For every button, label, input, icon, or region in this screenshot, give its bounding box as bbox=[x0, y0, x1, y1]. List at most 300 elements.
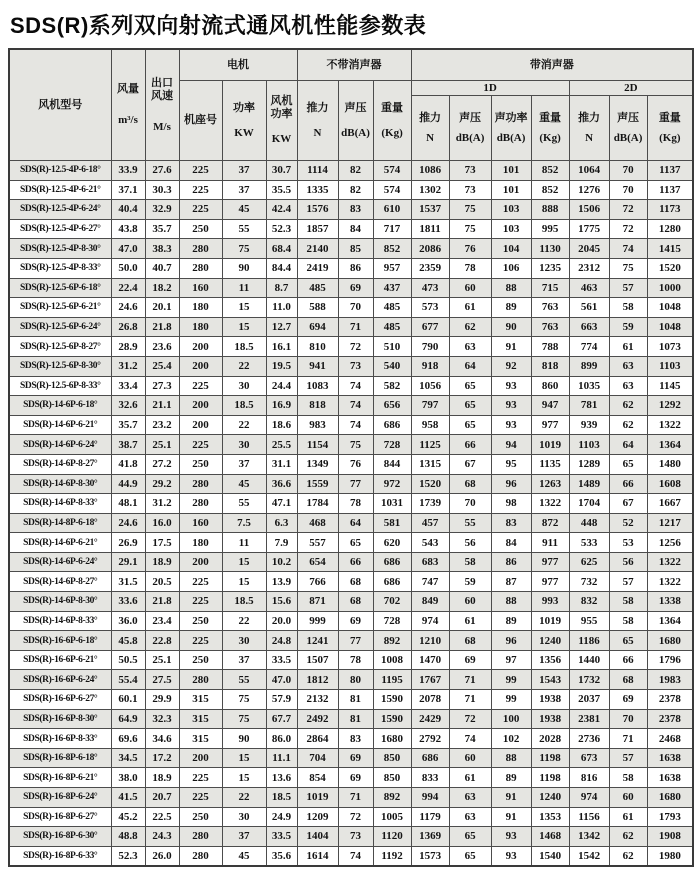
value-cell: 23.2 bbox=[145, 415, 179, 435]
value-cell: 12.7 bbox=[266, 317, 297, 337]
value-cell: 83 bbox=[338, 729, 373, 749]
group-header-with-silencer: 带消声器 bbox=[411, 49, 693, 81]
value-cell: 47.0 bbox=[111, 239, 145, 259]
value-cell: 27.2 bbox=[145, 454, 179, 474]
value-cell: 20.5 bbox=[145, 572, 179, 592]
value-cell: 1667 bbox=[647, 494, 693, 514]
value-cell: 93 bbox=[491, 827, 531, 847]
weight-label: 重量 bbox=[381, 101, 404, 114]
table-row bbox=[9, 454, 693, 474]
value-cell: 15.6 bbox=[266, 592, 297, 612]
model-cell: SDS(R)-12.5-6P-6-21° bbox=[9, 298, 111, 318]
value-cell: 57 bbox=[609, 748, 647, 768]
value-cell: 61 bbox=[449, 298, 491, 318]
value-cell: 977 bbox=[531, 572, 569, 592]
value-cell: 160 bbox=[179, 513, 222, 533]
value-cell: 180 bbox=[179, 533, 222, 553]
outlet-speed-label: 出口风速 bbox=[151, 76, 173, 102]
value-cell: 225 bbox=[179, 788, 222, 808]
value-cell: 20.0 bbox=[266, 611, 297, 631]
value-cell: 35.7 bbox=[111, 415, 145, 435]
value-cell: 103 bbox=[491, 200, 531, 220]
value-cell: 1480 bbox=[647, 454, 693, 474]
value-cell: 52.3 bbox=[111, 846, 145, 866]
value-cell: 72 bbox=[338, 807, 373, 827]
value-cell: 25.1 bbox=[145, 650, 179, 670]
model-cell: SDS(R)-12.5-4P-6-18° bbox=[9, 161, 111, 181]
value-cell: 1103 bbox=[647, 356, 693, 376]
value-cell: 96 bbox=[491, 631, 531, 651]
value-cell: 97 bbox=[491, 650, 531, 670]
value-cell: 1470 bbox=[411, 650, 449, 670]
value-cell: 68 bbox=[338, 592, 373, 612]
col-header-weight-no-silencer bbox=[373, 81, 411, 161]
value-cell: 581 bbox=[373, 513, 411, 533]
value-cell: 17.2 bbox=[145, 748, 179, 768]
value-cell: 25.5 bbox=[266, 435, 297, 455]
value-cell: 225 bbox=[179, 435, 222, 455]
value-cell: 1559 bbox=[297, 474, 338, 494]
model-cell: SDS(R)-12.5-6P-8-27° bbox=[9, 337, 111, 357]
value-cell: 72 bbox=[609, 219, 647, 239]
value-cell: 35.6 bbox=[266, 846, 297, 866]
value-cell: 1192 bbox=[373, 846, 411, 866]
value-cell: 66 bbox=[449, 435, 491, 455]
value-cell: 728 bbox=[373, 435, 411, 455]
value-cell: 66 bbox=[609, 474, 647, 494]
value-cell: 58 bbox=[609, 298, 647, 318]
table-row bbox=[9, 690, 693, 710]
value-cell: 34.5 bbox=[111, 748, 145, 768]
value-cell: 781 bbox=[569, 396, 609, 416]
value-cell: 1000 bbox=[647, 278, 693, 298]
value-cell: 84 bbox=[491, 533, 531, 553]
model-cell: SDS(R)-14-6P-6-21° bbox=[9, 415, 111, 435]
value-cell: 65 bbox=[449, 846, 491, 866]
value-cell: 88 bbox=[491, 592, 531, 612]
value-cell: 1520 bbox=[411, 474, 449, 494]
value-cell: 663 bbox=[569, 317, 609, 337]
col-header-weight-1d bbox=[531, 96, 569, 161]
value-cell: 574 bbox=[373, 180, 411, 200]
value-cell: 76 bbox=[338, 454, 373, 474]
value-cell: 15 bbox=[222, 768, 266, 788]
value-cell: 29.2 bbox=[145, 474, 179, 494]
value-cell: 83 bbox=[338, 200, 373, 220]
value-cell: 1086 bbox=[411, 161, 449, 181]
value-cell: 27.5 bbox=[145, 670, 179, 690]
col-header-sound-power-1d bbox=[491, 96, 531, 161]
value-cell: 1983 bbox=[647, 670, 693, 690]
value-cell: 766 bbox=[297, 572, 338, 592]
value-cell: 810 bbox=[297, 337, 338, 357]
value-cell: 2028 bbox=[531, 729, 569, 749]
model-cell: SDS(R)-14-6P-8-33° bbox=[9, 494, 111, 514]
sound-power-unit: dB(A) bbox=[496, 131, 526, 144]
value-cell: 1767 bbox=[411, 670, 449, 690]
value-cell: 18.2 bbox=[145, 278, 179, 298]
value-cell: 89 bbox=[491, 611, 531, 631]
model-cell: SDS(R)-16-6P-6-18° bbox=[9, 631, 111, 651]
value-cell: 1195 bbox=[373, 670, 411, 690]
value-cell: 2419 bbox=[297, 258, 338, 278]
table-row bbox=[9, 748, 693, 768]
value-cell: 18.9 bbox=[145, 552, 179, 572]
value-cell: 1638 bbox=[647, 768, 693, 788]
value-cell: 31.1 bbox=[266, 454, 297, 474]
value-cell: 2736 bbox=[569, 729, 609, 749]
weight-unit: (Kg) bbox=[539, 131, 561, 144]
value-cell: 85 bbox=[338, 239, 373, 259]
value-cell: 280 bbox=[179, 827, 222, 847]
value-cell: 620 bbox=[373, 533, 411, 553]
value-cell: 1614 bbox=[297, 846, 338, 866]
value-cell: 68.4 bbox=[266, 239, 297, 259]
model-cell: SDS(R)-12.5-4P-6-27° bbox=[9, 219, 111, 239]
model-cell: SDS(R)-16-6P-6-21° bbox=[9, 650, 111, 670]
value-cell: 852 bbox=[373, 239, 411, 259]
table-row bbox=[9, 298, 693, 318]
value-cell: 75 bbox=[609, 258, 647, 278]
value-cell: 87 bbox=[491, 572, 531, 592]
weight-label: 重量 bbox=[539, 111, 562, 124]
value-cell: 21.8 bbox=[145, 317, 179, 337]
value-cell: 485 bbox=[373, 298, 411, 318]
value-cell: 1680 bbox=[647, 788, 693, 808]
value-cell: 32.9 bbox=[145, 200, 179, 220]
value-cell: 63 bbox=[609, 376, 647, 396]
value-cell: 1938 bbox=[531, 690, 569, 710]
value-cell: 86 bbox=[338, 258, 373, 278]
value-cell: 1235 bbox=[531, 258, 569, 278]
value-cell: 38.0 bbox=[111, 768, 145, 788]
value-cell: 55 bbox=[222, 670, 266, 690]
value-cell: 2312 bbox=[569, 258, 609, 278]
value-cell: 2078 bbox=[411, 690, 449, 710]
col-header-sound-pressure-2d bbox=[609, 96, 647, 161]
value-cell: 75 bbox=[449, 219, 491, 239]
value-cell: 93 bbox=[491, 376, 531, 396]
value-cell: 73 bbox=[449, 161, 491, 181]
model-cell: SDS(R)-16-8P-6-30° bbox=[9, 827, 111, 847]
value-cell: 557 bbox=[297, 533, 338, 553]
value-cell: 20.7 bbox=[145, 788, 179, 808]
value-cell: 81 bbox=[338, 709, 373, 729]
value-cell: 24.9 bbox=[266, 807, 297, 827]
value-cell: 993 bbox=[531, 592, 569, 612]
value-cell: 1704 bbox=[569, 494, 609, 514]
value-cell: 18.5 bbox=[222, 592, 266, 612]
value-cell: 485 bbox=[373, 317, 411, 337]
value-cell: 715 bbox=[531, 278, 569, 298]
value-cell: 2378 bbox=[647, 709, 693, 729]
value-cell: 52 bbox=[609, 513, 647, 533]
value-cell: 73 bbox=[338, 827, 373, 847]
table-row bbox=[9, 474, 693, 494]
value-cell: 21.8 bbox=[145, 592, 179, 612]
value-cell: 561 bbox=[569, 298, 609, 318]
value-cell: 61 bbox=[449, 611, 491, 631]
group-header-2d: 2D bbox=[569, 81, 693, 96]
value-cell: 60 bbox=[449, 748, 491, 768]
value-cell: 101 bbox=[491, 161, 531, 181]
table-header bbox=[9, 49, 693, 161]
value-cell: 62 bbox=[609, 415, 647, 435]
table-row bbox=[9, 788, 693, 808]
value-cell: 24.6 bbox=[111, 298, 145, 318]
model-cell: SDS(R)-12.5-4P-6-21° bbox=[9, 180, 111, 200]
value-cell: 32.3 bbox=[145, 709, 179, 729]
value-cell: 41.8 bbox=[111, 454, 145, 474]
value-cell: 180 bbox=[179, 317, 222, 337]
value-cell: 66 bbox=[609, 650, 647, 670]
table-row bbox=[9, 415, 693, 435]
value-cell: 473 bbox=[411, 278, 449, 298]
value-cell: 59 bbox=[449, 572, 491, 592]
value-cell: 25.4 bbox=[145, 356, 179, 376]
model-cell: SDS(R)-12.5-6P-8-30° bbox=[9, 356, 111, 376]
table-row bbox=[9, 611, 693, 631]
value-cell: 1440 bbox=[569, 650, 609, 670]
value-cell: 2492 bbox=[297, 709, 338, 729]
value-cell: 35.7 bbox=[145, 219, 179, 239]
value-cell: 1289 bbox=[569, 454, 609, 474]
table-row bbox=[9, 278, 693, 298]
value-cell: 1125 bbox=[411, 435, 449, 455]
value-cell: 977 bbox=[531, 552, 569, 572]
value-cell: 1302 bbox=[411, 180, 449, 200]
value-cell: 1120 bbox=[373, 827, 411, 847]
model-cell: SDS(R)-12.5-6P-6-18° bbox=[9, 278, 111, 298]
value-cell: 18.9 bbox=[145, 768, 179, 788]
col-header-fan-power bbox=[266, 81, 297, 161]
airflow-unit: m³/s bbox=[118, 114, 138, 126]
value-cell: 1217 bbox=[647, 513, 693, 533]
value-cell: 31.2 bbox=[145, 494, 179, 514]
frame-size-label: 机座号 bbox=[184, 114, 217, 126]
value-cell: 66 bbox=[338, 552, 373, 572]
value-cell: 1145 bbox=[647, 376, 693, 396]
value-cell: 33.4 bbox=[111, 376, 145, 396]
table-row bbox=[9, 161, 693, 181]
value-cell: 58 bbox=[449, 552, 491, 572]
value-cell: 763 bbox=[531, 298, 569, 318]
value-cell: 74 bbox=[338, 376, 373, 396]
table-row bbox=[9, 650, 693, 670]
value-cell: 200 bbox=[179, 337, 222, 357]
table-row bbox=[9, 258, 693, 278]
value-cell: 69.6 bbox=[111, 729, 145, 749]
value-cell: 72 bbox=[338, 337, 373, 357]
table-row bbox=[9, 592, 693, 612]
value-cell: 58 bbox=[609, 611, 647, 631]
value-cell: 64 bbox=[338, 513, 373, 533]
group-header-motor: 电机 bbox=[179, 49, 297, 81]
value-cell: 15 bbox=[222, 317, 266, 337]
sound-pressure-unit: dB(A) bbox=[613, 131, 643, 144]
value-cell: 55 bbox=[222, 494, 266, 514]
value-cell: 1048 bbox=[647, 317, 693, 337]
value-cell: 31.2 bbox=[111, 356, 145, 376]
value-cell: 74 bbox=[609, 239, 647, 259]
value-cell: 16.9 bbox=[266, 396, 297, 416]
table-row bbox=[9, 337, 693, 357]
table-row bbox=[9, 572, 693, 592]
table-row bbox=[9, 356, 693, 376]
value-cell: 36.0 bbox=[111, 611, 145, 631]
value-cell: 686 bbox=[373, 572, 411, 592]
table-row bbox=[9, 317, 693, 337]
value-cell: 1576 bbox=[297, 200, 338, 220]
value-cell: 62 bbox=[609, 396, 647, 416]
value-cell: 280 bbox=[179, 474, 222, 494]
value-cell: 1775 bbox=[569, 219, 609, 239]
value-cell: 1137 bbox=[647, 161, 693, 181]
value-cell: 610 bbox=[373, 200, 411, 220]
value-cell: 7.5 bbox=[222, 513, 266, 533]
value-cell: 24.4 bbox=[266, 376, 297, 396]
value-cell: 790 bbox=[411, 337, 449, 357]
value-cell: 941 bbox=[297, 356, 338, 376]
col-header-sound-pressure-1d bbox=[449, 96, 491, 161]
value-cell: 437 bbox=[373, 278, 411, 298]
value-cell: 93 bbox=[491, 846, 531, 866]
value-cell: 8.7 bbox=[266, 278, 297, 298]
value-cell: 17.5 bbox=[145, 533, 179, 553]
value-cell: 64.9 bbox=[111, 709, 145, 729]
model-cell: SDS(R)-14-8P-6-18° bbox=[9, 513, 111, 533]
value-cell: 1342 bbox=[569, 827, 609, 847]
table-row bbox=[9, 768, 693, 788]
value-cell: 1019 bbox=[297, 788, 338, 808]
value-cell: 67 bbox=[609, 494, 647, 514]
value-cell: 47.1 bbox=[266, 494, 297, 514]
value-cell: 74 bbox=[338, 846, 373, 866]
value-cell: 533 bbox=[569, 533, 609, 553]
value-cell: 27.3 bbox=[145, 376, 179, 396]
value-cell: 70 bbox=[338, 298, 373, 318]
value-cell: 77 bbox=[338, 474, 373, 494]
value-cell: 72 bbox=[449, 709, 491, 729]
value-cell: 65 bbox=[609, 454, 647, 474]
value-cell: 99 bbox=[491, 670, 531, 690]
value-cell: 717 bbox=[373, 219, 411, 239]
table-row bbox=[9, 827, 693, 847]
value-cell: 747 bbox=[411, 572, 449, 592]
value-cell: 704 bbox=[297, 748, 338, 768]
value-cell: 1520 bbox=[647, 258, 693, 278]
value-cell: 1356 bbox=[531, 650, 569, 670]
value-cell: 62 bbox=[449, 317, 491, 337]
value-cell: 30.7 bbox=[266, 161, 297, 181]
table-row bbox=[9, 631, 693, 651]
value-cell: 280 bbox=[179, 239, 222, 259]
value-cell: 983 bbox=[297, 415, 338, 435]
value-cell: 32.6 bbox=[111, 396, 145, 416]
value-cell: 61 bbox=[449, 768, 491, 788]
thrust-label: 推力 bbox=[578, 111, 601, 124]
value-cell: 103 bbox=[491, 219, 531, 239]
value-cell: 588 bbox=[297, 298, 338, 318]
value-cell: 1811 bbox=[411, 219, 449, 239]
value-cell: 34.6 bbox=[145, 729, 179, 749]
value-cell: 2140 bbox=[297, 239, 338, 259]
value-cell: 200 bbox=[179, 356, 222, 376]
value-cell: 939 bbox=[569, 415, 609, 435]
value-cell: 42.4 bbox=[266, 200, 297, 220]
model-cell: SDS(R)-16-8P-6-33° bbox=[9, 846, 111, 866]
table-row bbox=[9, 200, 693, 220]
model-cell: SDS(R)-16-8P-6-21° bbox=[9, 768, 111, 788]
value-cell: 60 bbox=[449, 592, 491, 612]
value-cell: 68 bbox=[449, 474, 491, 494]
col-header-outlet-speed bbox=[145, 49, 179, 161]
value-cell: 33.5 bbox=[266, 827, 297, 847]
value-cell: 686 bbox=[411, 748, 449, 768]
value-cell: 37 bbox=[222, 161, 266, 181]
value-cell: 448 bbox=[569, 513, 609, 533]
model-cell: SDS(R)-14-6P-6-18° bbox=[9, 396, 111, 416]
value-cell: 1349 bbox=[297, 454, 338, 474]
col-header-weight-2d bbox=[647, 96, 693, 161]
value-cell: 2378 bbox=[647, 690, 693, 710]
value-cell: 485 bbox=[297, 278, 338, 298]
model-cell: SDS(R)-12.5-4P-8-33° bbox=[9, 258, 111, 278]
value-cell: 65 bbox=[449, 415, 491, 435]
value-cell: 1404 bbox=[297, 827, 338, 847]
group-header-1d: 1D bbox=[411, 81, 569, 96]
value-cell: 160 bbox=[179, 278, 222, 298]
value-cell: 65 bbox=[449, 376, 491, 396]
value-cell: 22 bbox=[222, 788, 266, 808]
value-cell: 94 bbox=[491, 435, 531, 455]
value-cell: 18.6 bbox=[266, 415, 297, 435]
value-cell: 1156 bbox=[569, 807, 609, 827]
value-cell: 1173 bbox=[647, 200, 693, 220]
value-cell: 45 bbox=[222, 474, 266, 494]
value-cell: 974 bbox=[569, 788, 609, 808]
value-cell: 1369 bbox=[411, 827, 449, 847]
value-cell: 1198 bbox=[531, 768, 569, 788]
value-cell: 58 bbox=[609, 592, 647, 612]
value-cell: 69 bbox=[338, 278, 373, 298]
value-cell: 21.1 bbox=[145, 396, 179, 416]
value-cell: 88 bbox=[491, 278, 531, 298]
value-cell: 1322 bbox=[647, 415, 693, 435]
value-cell: 1938 bbox=[531, 709, 569, 729]
value-cell: 694 bbox=[297, 317, 338, 337]
value-cell: 86 bbox=[491, 552, 531, 572]
value-cell: 1543 bbox=[531, 670, 569, 690]
value-cell: 918 bbox=[411, 356, 449, 376]
model-cell: SDS(R)-14-6P-8-27° bbox=[9, 454, 111, 474]
model-cell: SDS(R)-12.5-4P-6-24° bbox=[9, 200, 111, 220]
value-cell: 47.0 bbox=[266, 670, 297, 690]
value-cell: 1537 bbox=[411, 200, 449, 220]
value-cell: 33.6 bbox=[111, 592, 145, 612]
table-row bbox=[9, 376, 693, 396]
value-cell: 26.9 bbox=[111, 533, 145, 553]
value-cell: 89 bbox=[491, 768, 531, 788]
value-cell: 225 bbox=[179, 631, 222, 651]
value-cell: 972 bbox=[373, 474, 411, 494]
value-cell: 61 bbox=[609, 337, 647, 357]
value-cell: 28.9 bbox=[111, 337, 145, 357]
value-cell: 84 bbox=[338, 219, 373, 239]
value-cell: 763 bbox=[531, 317, 569, 337]
value-cell: 225 bbox=[179, 768, 222, 788]
thrust-unit: N bbox=[313, 126, 322, 139]
